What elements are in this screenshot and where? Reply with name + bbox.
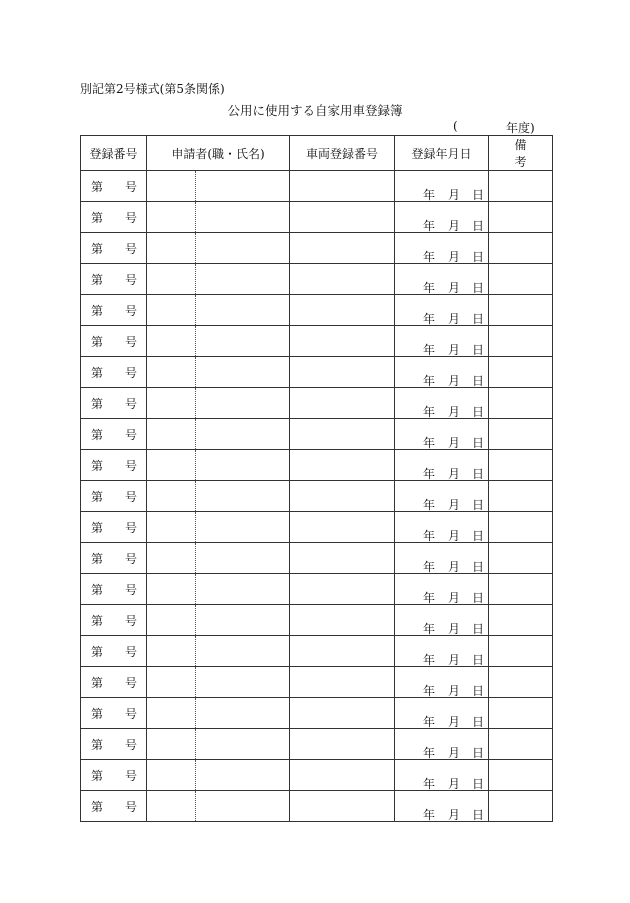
registration-number-cell[interactable] <box>81 202 147 233</box>
table-row <box>81 698 553 729</box>
date-month-label: 月 <box>448 436 461 450</box>
date-month-label: 月 <box>448 529 461 543</box>
vehicle-registration-cell[interactable] <box>290 667 395 698</box>
registration-date-cell[interactable] <box>395 512 489 543</box>
date-day-label: 日 <box>472 715 485 729</box>
number-suffix: 号 <box>125 397 138 411</box>
registration-number-cell[interactable] <box>81 233 147 264</box>
date-year-label: 年 <box>423 405 436 419</box>
number-suffix: 号 <box>125 459 138 473</box>
remarks-cell[interactable] <box>489 388 553 419</box>
date-month-label: 月 <box>448 808 461 822</box>
vehicle-registration-cell[interactable] <box>290 419 395 450</box>
registration-date-cell[interactable] <box>395 791 489 822</box>
applicant-name-cell[interactable] <box>196 760 290 791</box>
remarks-cell[interactable] <box>489 357 553 388</box>
vehicle-registration-cell[interactable] <box>290 233 395 264</box>
applicant-name-cell[interactable] <box>196 202 290 233</box>
table-row <box>81 667 553 698</box>
table-row <box>81 543 553 574</box>
applicant-name-cell[interactable] <box>196 171 290 202</box>
registration-number-cell[interactable] <box>81 481 147 512</box>
date-year-label: 年 <box>423 777 436 791</box>
applicant-name-cell[interactable] <box>196 264 290 295</box>
vehicle-registration-cell[interactable] <box>290 388 395 419</box>
vehicle-registration-cell[interactable] <box>290 481 395 512</box>
registration-number-cell[interactable] <box>81 636 147 667</box>
registration-number-cell[interactable] <box>81 264 147 295</box>
applicant-name-cell[interactable] <box>196 636 290 667</box>
remarks-cell[interactable] <box>489 605 553 636</box>
date-month-label: 月 <box>448 250 461 264</box>
applicant-position-cell[interactable] <box>147 729 196 760</box>
applicant-position-cell[interactable] <box>147 760 196 791</box>
date-month-label: 月 <box>448 684 461 698</box>
date-year-label: 年 <box>423 219 436 233</box>
number-prefix: 第 <box>91 676 104 690</box>
number-suffix: 号 <box>125 273 138 287</box>
vehicle-registration-cell[interactable] <box>290 791 395 822</box>
date-day-label: 日 <box>472 560 485 574</box>
applicant-name-cell[interactable] <box>196 791 290 822</box>
remarks-cell[interactable] <box>489 326 553 357</box>
vehicle-registration-cell[interactable] <box>290 357 395 388</box>
applicant-position-cell[interactable] <box>147 233 196 264</box>
date-year-label: 年 <box>423 715 436 729</box>
registration-date-cell[interactable] <box>395 481 489 512</box>
registration-date-cell[interactable] <box>395 202 489 233</box>
vehicle-registration-cell[interactable] <box>290 729 395 760</box>
number-prefix: 第 <box>91 335 104 349</box>
number-suffix: 号 <box>125 335 138 349</box>
number-prefix: 第 <box>91 738 104 752</box>
number-prefix: 第 <box>91 242 104 256</box>
vehicle-registration-cell[interactable] <box>290 295 395 326</box>
number-prefix: 第 <box>91 521 104 535</box>
date-year-label: 年 <box>423 808 436 822</box>
registration-date-cell[interactable] <box>395 419 489 450</box>
remarks-cell[interactable] <box>489 202 553 233</box>
registration-date-cell[interactable] <box>395 605 489 636</box>
column-header-vehicle-registration: 車両登録番号 <box>290 136 395 171</box>
registration-number-cell[interactable] <box>81 605 147 636</box>
date-day-label: 日 <box>472 653 485 667</box>
date-month-label: 月 <box>448 777 461 791</box>
applicant-position-cell[interactable] <box>147 264 196 295</box>
date-day-label: 日 <box>472 808 485 822</box>
vehicle-registration-cell[interactable] <box>290 202 395 233</box>
applicant-position-cell[interactable] <box>147 512 196 543</box>
table-row <box>81 202 553 233</box>
date-year-label: 年 <box>423 684 436 698</box>
table-row <box>81 326 553 357</box>
date-month-label: 月 <box>448 281 461 295</box>
registration-date-cell[interactable] <box>395 171 489 202</box>
applicant-name-cell[interactable] <box>196 419 290 450</box>
number-prefix: 第 <box>91 552 104 566</box>
applicant-name-cell[interactable] <box>196 295 290 326</box>
number-prefix: 第 <box>91 397 104 411</box>
date-year-label: 年 <box>423 343 436 357</box>
number-suffix: 号 <box>125 521 138 535</box>
remarks-cell[interactable] <box>489 791 553 822</box>
number-suffix: 号 <box>125 428 138 442</box>
applicant-name-cell[interactable] <box>196 543 290 574</box>
registration-date-cell[interactable] <box>395 729 489 760</box>
fiscal-year-open-paren: ( <box>453 119 458 133</box>
registration-number-cell[interactable] <box>81 357 147 388</box>
registration-date-cell[interactable] <box>395 760 489 791</box>
remarks-cell[interactable] <box>489 419 553 450</box>
registration-number-cell[interactable] <box>81 791 147 822</box>
applicant-name-cell[interactable] <box>196 667 290 698</box>
date-day-label: 日 <box>472 219 485 233</box>
date-year-label: 年 <box>423 560 436 574</box>
date-month-label: 月 <box>448 405 461 419</box>
registration-number-cell[interactable] <box>81 574 147 605</box>
registration-number-cell[interactable] <box>81 326 147 357</box>
table-header-row <box>81 136 553 171</box>
applicant-position-cell[interactable] <box>147 295 196 326</box>
vehicle-registration-cell[interactable] <box>290 264 395 295</box>
number-suffix: 号 <box>125 211 138 225</box>
date-day-label: 日 <box>472 188 485 202</box>
remarks-cell[interactable] <box>489 171 553 202</box>
date-month-label: 月 <box>448 715 461 729</box>
number-prefix: 第 <box>91 273 104 287</box>
number-prefix: 第 <box>91 180 104 194</box>
table-row <box>81 574 553 605</box>
number-prefix: 第 <box>91 645 104 659</box>
number-prefix: 第 <box>91 459 104 473</box>
applicant-name-cell[interactable] <box>196 729 290 760</box>
page-title: 公用に使用する自家用車登録簿 <box>227 103 403 118</box>
table-row <box>81 605 553 636</box>
number-suffix: 号 <box>125 800 138 814</box>
applicant-position-cell[interactable] <box>147 698 196 729</box>
applicant-position-cell[interactable] <box>147 388 196 419</box>
registration-date-cell[interactable] <box>395 295 489 326</box>
registration-number-cell[interactable] <box>81 667 147 698</box>
registration-date-cell[interactable] <box>395 388 489 419</box>
date-year-label: 年 <box>423 746 436 760</box>
date-month-label: 月 <box>448 560 461 574</box>
registration-number-cell[interactable] <box>81 512 147 543</box>
applicant-position-cell[interactable] <box>147 202 196 233</box>
date-month-label: 月 <box>448 219 461 233</box>
column-header-applicant: 申請者(職・氏名) <box>147 136 290 171</box>
table-row <box>81 295 553 326</box>
date-day-label: 日 <box>472 622 485 636</box>
table-row <box>81 512 553 543</box>
applicant-name-cell[interactable] <box>196 698 290 729</box>
date-year-label: 年 <box>423 374 436 388</box>
remarks-cell[interactable] <box>489 636 553 667</box>
number-prefix: 第 <box>91 211 104 225</box>
date-day-label: 日 <box>472 498 485 512</box>
table-row <box>81 636 553 667</box>
remarks-cell[interactable] <box>489 264 553 295</box>
date-year-label: 年 <box>423 250 436 264</box>
date-month-label: 月 <box>448 343 461 357</box>
registration-date-cell[interactable] <box>395 636 489 667</box>
number-suffix: 号 <box>125 614 138 628</box>
registration-date-cell[interactable] <box>395 450 489 481</box>
registration-number-cell[interactable] <box>81 698 147 729</box>
remarks-cell[interactable] <box>489 295 553 326</box>
registration-number-cell[interactable] <box>81 295 147 326</box>
date-day-label: 日 <box>472 405 485 419</box>
number-suffix: 号 <box>125 552 138 566</box>
registration-number-cell[interactable] <box>81 729 147 760</box>
registration-date-cell[interactable] <box>395 543 489 574</box>
applicant-position-cell[interactable] <box>147 450 196 481</box>
number-prefix: 第 <box>91 707 104 721</box>
date-day-label: 日 <box>472 281 485 295</box>
date-day-label: 日 <box>472 374 485 388</box>
table-row <box>81 264 553 295</box>
form-reference: 別記第2号様式(第5条関係) <box>80 82 225 96</box>
applicant-name-cell[interactable] <box>196 574 290 605</box>
remarks-cell[interactable] <box>489 233 553 264</box>
date-day-label: 日 <box>472 591 485 605</box>
date-year-label: 年 <box>423 436 436 450</box>
table-row <box>81 791 553 822</box>
registration-number-cell[interactable] <box>81 171 147 202</box>
number-prefix: 第 <box>91 583 104 597</box>
date-month-label: 月 <box>448 622 461 636</box>
applicant-name-cell[interactable] <box>196 450 290 481</box>
applicant-name-cell[interactable] <box>196 605 290 636</box>
table-row <box>81 233 553 264</box>
applicant-name-cell[interactable] <box>196 481 290 512</box>
registration-date-cell[interactable] <box>395 574 489 605</box>
applicant-position-cell[interactable] <box>147 636 196 667</box>
registration-date-cell[interactable] <box>395 667 489 698</box>
number-suffix: 号 <box>125 738 138 752</box>
registration-number-cell[interactable] <box>81 450 147 481</box>
applicant-name-cell[interactable] <box>196 357 290 388</box>
number-suffix: 号 <box>125 676 138 690</box>
date-year-label: 年 <box>423 591 436 605</box>
table-row <box>81 171 553 202</box>
vehicle-registration-cell[interactable] <box>290 171 395 202</box>
applicant-position-cell[interactable] <box>147 543 196 574</box>
date-year-label: 年 <box>423 498 436 512</box>
remarks-cell[interactable] <box>489 667 553 698</box>
applicant-position-cell[interactable] <box>147 171 196 202</box>
table-row <box>81 419 553 450</box>
date-month-label: 月 <box>448 374 461 388</box>
number-suffix: 号 <box>125 490 138 504</box>
date-day-label: 日 <box>472 250 485 264</box>
date-day-label: 日 <box>472 529 485 543</box>
table-row <box>81 388 553 419</box>
registration-number-cell[interactable] <box>81 760 147 791</box>
number-suffix: 号 <box>125 769 138 783</box>
number-suffix: 号 <box>125 366 138 380</box>
number-suffix: 号 <box>125 304 138 318</box>
applicant-position-cell[interactable] <box>147 791 196 822</box>
registration-date-cell[interactable] <box>395 698 489 729</box>
applicant-name-cell[interactable] <box>196 512 290 543</box>
remarks-cell[interactable] <box>489 481 553 512</box>
vehicle-registration-cell[interactable] <box>290 543 395 574</box>
column-header-registration-number: 登録番号 <box>81 136 147 171</box>
remarks-cell[interactable] <box>489 760 553 791</box>
date-year-label: 年 <box>423 622 436 636</box>
registration-number-cell[interactable] <box>81 419 147 450</box>
vehicle-registration-cell[interactable] <box>290 698 395 729</box>
applicant-position-cell[interactable] <box>147 419 196 450</box>
vehicle-registration-cell[interactable] <box>290 574 395 605</box>
number-prefix: 第 <box>91 304 104 318</box>
applicant-position-cell[interactable] <box>147 667 196 698</box>
vehicle-registration-cell[interactable] <box>290 512 395 543</box>
number-prefix: 第 <box>91 614 104 628</box>
date-year-label: 年 <box>423 529 436 543</box>
date-day-label: 日 <box>472 467 485 481</box>
date-month-label: 月 <box>448 591 461 605</box>
remarks-cell[interactable] <box>489 450 553 481</box>
table-body <box>81 171 553 822</box>
registration-date-cell[interactable] <box>395 357 489 388</box>
number-prefix: 第 <box>91 769 104 783</box>
applicant-position-cell[interactable] <box>147 574 196 605</box>
applicant-position-cell[interactable] <box>147 481 196 512</box>
remarks-cell[interactable] <box>489 574 553 605</box>
date-day-label: 日 <box>472 312 485 326</box>
remarks-cell[interactable] <box>489 543 553 574</box>
applicant-position-cell[interactable] <box>147 357 196 388</box>
table-row <box>81 450 553 481</box>
remarks-cell[interactable] <box>489 729 553 760</box>
registration-date-cell[interactable] <box>395 233 489 264</box>
number-suffix: 号 <box>125 242 138 256</box>
date-month-label: 月 <box>448 467 461 481</box>
date-year-label: 年 <box>423 312 436 326</box>
applicant-name-cell[interactable] <box>196 326 290 357</box>
fiscal-year-label: 年度) <box>506 121 535 135</box>
date-day-label: 日 <box>472 777 485 791</box>
applicant-position-cell[interactable] <box>147 605 196 636</box>
date-year-label: 年 <box>423 281 436 295</box>
number-suffix: 号 <box>125 583 138 597</box>
number-suffix: 号 <box>125 707 138 721</box>
date-day-label: 日 <box>472 343 485 357</box>
date-day-label: 日 <box>472 436 485 450</box>
vehicle-registration-cell[interactable] <box>290 605 395 636</box>
date-month-label: 月 <box>448 653 461 667</box>
applicant-name-cell[interactable] <box>196 233 290 264</box>
date-month-label: 月 <box>448 498 461 512</box>
registration-number-cell[interactable] <box>81 543 147 574</box>
registration-number-cell[interactable] <box>81 388 147 419</box>
vehicle-registration-cell[interactable] <box>290 326 395 357</box>
date-year-label: 年 <box>423 467 436 481</box>
vehicle-registration-cell[interactable] <box>290 636 395 667</box>
number-suffix: 号 <box>125 180 138 194</box>
number-suffix: 号 <box>125 645 138 659</box>
number-prefix: 第 <box>91 428 104 442</box>
date-month-label: 月 <box>448 746 461 760</box>
registration-table <box>80 135 553 822</box>
table-row <box>81 481 553 512</box>
vehicle-registration-cell[interactable] <box>290 760 395 791</box>
applicant-name-cell[interactable] <box>196 388 290 419</box>
column-header-remarks: 備考 <box>489 136 553 171</box>
applicant-position-cell[interactable] <box>147 326 196 357</box>
remarks-cell[interactable] <box>489 698 553 729</box>
date-month-label: 月 <box>448 312 461 326</box>
remarks-cell[interactable] <box>489 512 553 543</box>
table-row <box>81 729 553 760</box>
table-row <box>81 760 553 791</box>
table-row <box>81 357 553 388</box>
column-header-registration-date: 登録年月日 <box>395 136 489 171</box>
registration-date-cell[interactable] <box>395 326 489 357</box>
date-day-label: 日 <box>472 746 485 760</box>
date-year-label: 年 <box>423 653 436 667</box>
date-year-label: 年 <box>423 188 436 202</box>
number-prefix: 第 <box>91 800 104 814</box>
date-day-label: 日 <box>472 684 485 698</box>
number-prefix: 第 <box>91 490 104 504</box>
date-month-label: 月 <box>448 188 461 202</box>
number-prefix: 第 <box>91 366 104 380</box>
vehicle-registration-cell[interactable] <box>290 450 395 481</box>
registration-date-cell[interactable] <box>395 264 489 295</box>
